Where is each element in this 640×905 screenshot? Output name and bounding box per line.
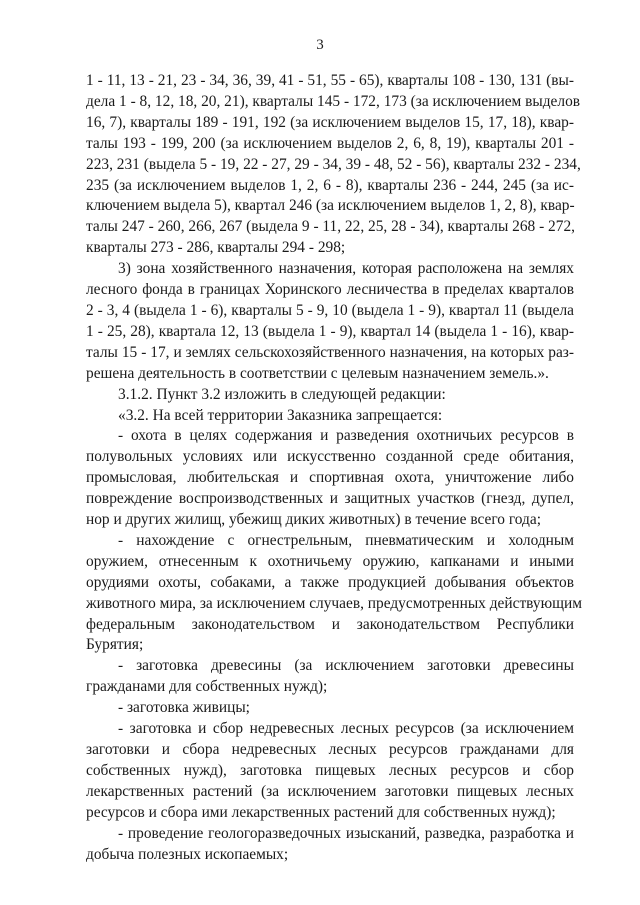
text-line: - заготовка и сбор недревесных лесных ресурсов (за исключением <box>118 720 574 738</box>
text-line: полувольных условиях или искусственно созданной среде обитания, <box>86 448 574 466</box>
page-number: 3 <box>316 37 324 53</box>
text-line: талы 15 - 17, и землях сельскохозяйственного назначения, на которых раз- <box>86 343 574 361</box>
text-line: 3.1.2. Пункт 3.2 изложить в следующей редакции: <box>118 385 446 403</box>
text-line: кварталы 273 - 286, кварталы 294 - 298; <box>86 239 346 257</box>
text-line: оружием, отнесенным к охотничьему оружию, капканами и иными <box>86 552 574 570</box>
document-body <box>86 71 582 865</box>
text-line: 1 - 11, 13 - 21, 23 - 34, 36, 39, 41 - 51, 55 - 65), кварталы 108 - 130, 131 (вы- <box>86 72 574 89</box>
text-line: ключением выдела 5), квартал 246 (за исключением выделов 1, 2, 8), квар- <box>86 197 575 215</box>
text-line: гражданами для собственных нужд); <box>86 678 328 696</box>
text-line: - проведение геологоразведочных изысканий, разведка, разработка и <box>118 824 574 842</box>
text-line: лесного фонда в границах Хоринского лесничества в пределах кварталов <box>86 281 574 299</box>
text-line: - заготовка живицы; <box>118 699 250 717</box>
text-line: лекарственных растений (за исключением заготовки пищевых лесных <box>86 782 574 800</box>
text-line: повреждение воспроизводственных и защитных участков (гнезд, дупел, <box>86 490 574 508</box>
text-line: 2 - 3, 4 (выдела 1 - 6), кварталы 5 - 9, 10 (выдела 1 - 9), квартал 11 (выдела <box>86 301 574 319</box>
text-line: решена деятельность в соответствии с целевым назначением земель.». <box>86 364 549 382</box>
text-line: животного мира, за исключением случаев, предусмотренных действующим <box>86 594 582 612</box>
text-line: добыча полезных ископаемых; <box>86 845 289 863</box>
text-line: дела 1 - 8, 12, 18, 20, 21), кварталы 145 - 172, 173 (за исключением выделов <box>86 92 581 110</box>
text-line: 223, 231 (выдела 5 - 19, 22 - 27, 29 - 34, 39 - 48, 52 - 56), кварталы 232 - 234, <box>86 155 581 173</box>
text-line: орудиями охоты, собаками, а также продукцией добывания объектов <box>86 573 574 591</box>
text-line: - нахождение с огнестрельным, пневматическим и холодным <box>118 531 574 549</box>
text-line: талы 247 - 260, 266, 267 (выдела 9 - 11, 22, 25, 28 - 34), кварталы 268 - 272, <box>86 218 575 236</box>
text-line: собственных нужд), заготовка пищевых лесных ресурсов и сбор <box>86 761 574 779</box>
text-line: 16, 7), кварталы 189 - 191, 192 (за исключением выделов 15, 17, 18), квар- <box>86 113 574 131</box>
text-line: ресурсов и сбора ими лекарственных растений для собственных нужд); <box>86 803 556 821</box>
text-line: федеральным законодательством и законодательством Республики <box>86 615 574 633</box>
text-line: 1 - 25, 28), квартала 12, 13 (выдела 1 - 9), квартал 14 (выдела 1 - 16), квар- <box>86 322 574 340</box>
text-line: промысловая, любительская и спортивная охота, уничтожение либо <box>86 469 574 487</box>
text-line: - заготовка древесины (за исключением заготовки древесины <box>118 657 574 675</box>
text-line: 235 (за исключением выделов 1, 2, 6 - 8), кварталы 236 - 244, 245 (за ис- <box>86 176 574 194</box>
text-line: талы 193 - 199, 200 (за исключением выделов 2, 6, 8, 19), кварталы 201 - <box>86 134 574 152</box>
text-line: нор и других жилищ, убежищ диких животных) в течение всего года; <box>86 511 541 529</box>
text-line: - охота в целях содержания и разведения охотничьих ресурсов в <box>118 427 574 445</box>
text-line: заготовки и сбора недревесных лесных ресурсов гражданами для <box>86 741 574 758</box>
text-line: 3) зона хозяйственного назначения, которая расположена на землях <box>118 260 574 278</box>
text-line: «3.2. На всей территории Заказника запрещается: <box>118 406 443 424</box>
text-line: Бурятия; <box>86 636 144 654</box>
